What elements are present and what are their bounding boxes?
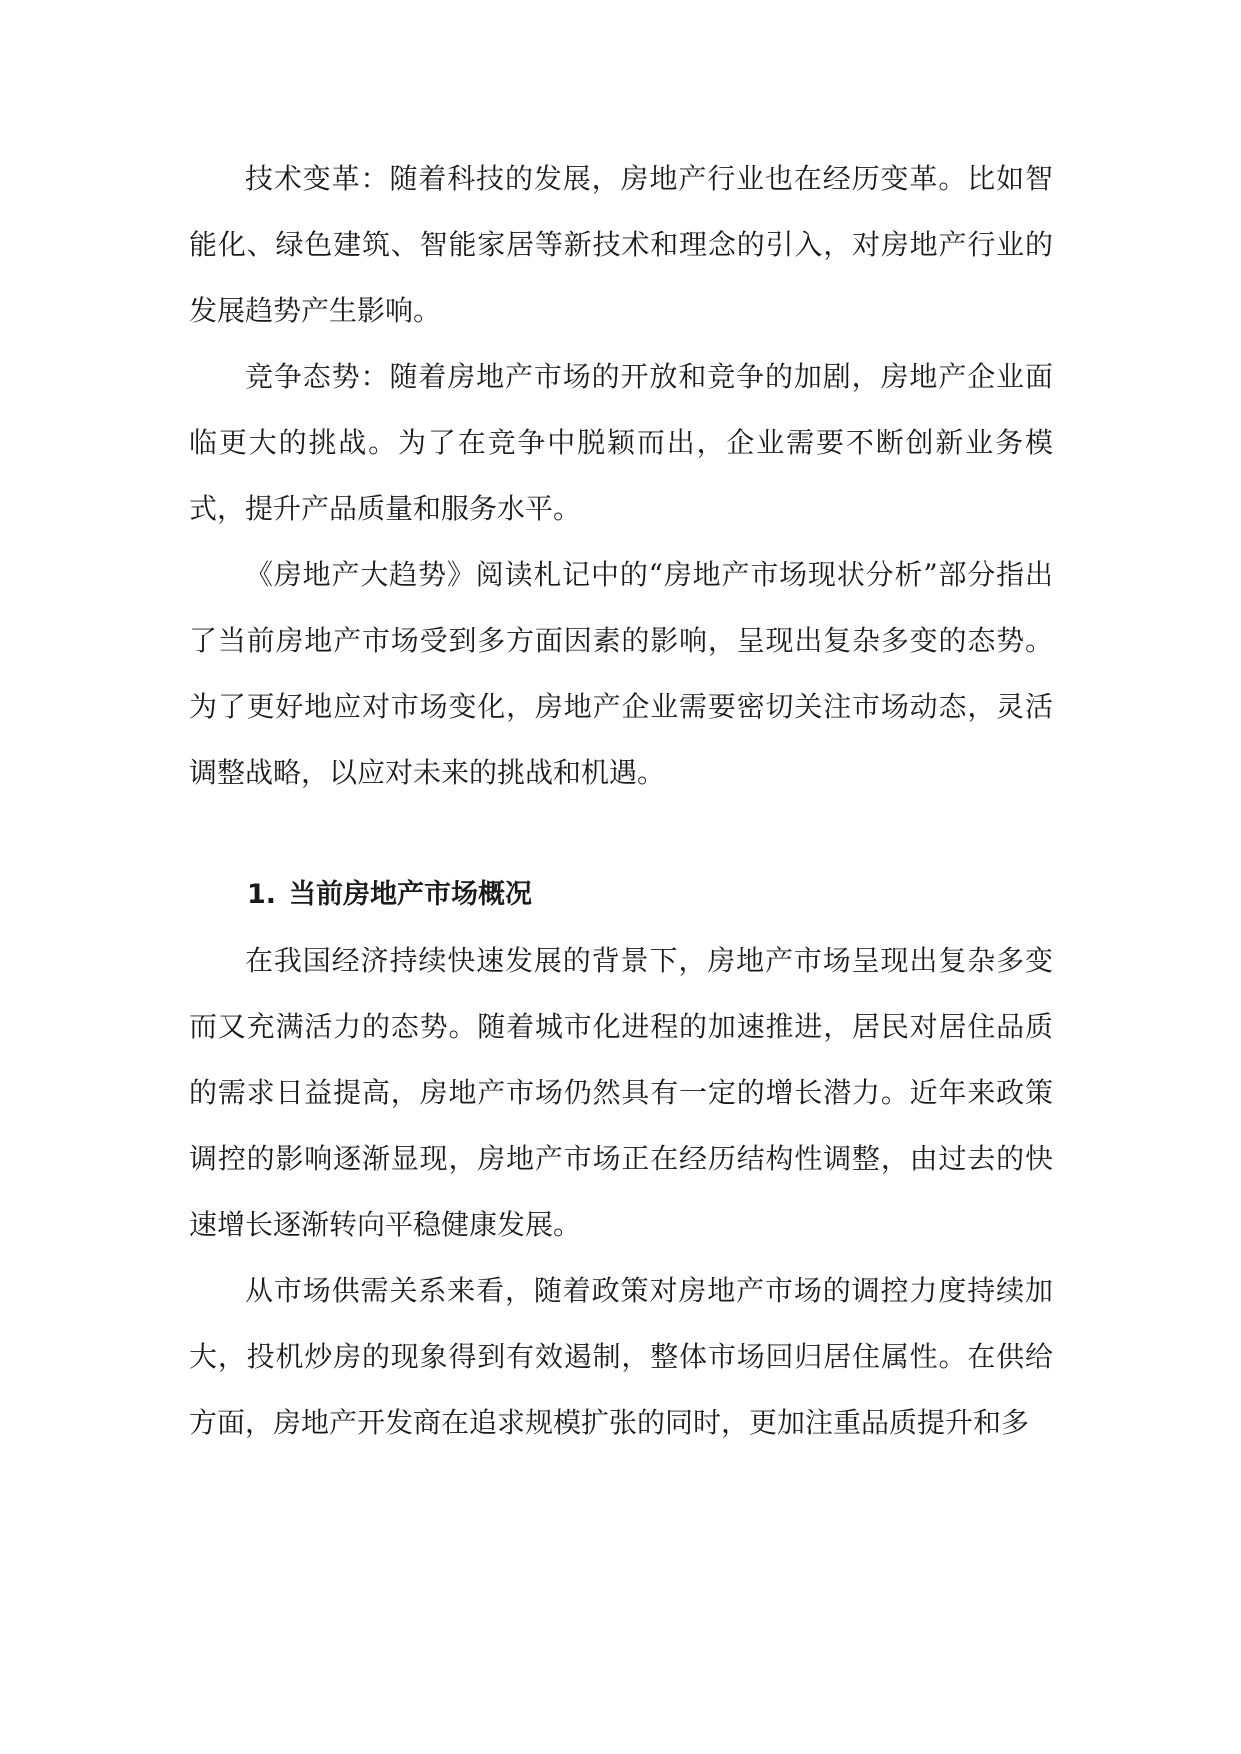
paragraph-competition: 竞争态势：随着房地产市场的开放和竞争的加剧，房地产企业面临更大的挑战。为了在竞争中脱颖而出，企业需要不断创新业务模式，提升产品质量和服务水平。 <box>189 360 1053 525</box>
paragraph-summary: 《房地产大趋势》阅读札记中的“房地产市场现状分析”部分指出了当前房地产市场受到多方面因素的影响，呈现出复杂多变的态势。为了更好地应对市场变化，房地产企业需要密切关注市场动态，灵活调整战略，以应对未来的挑战和机遇。 <box>189 558 1053 789</box>
section-heading-number: 1. <box>247 879 277 910</box>
section-heading <box>189 862 1053 928</box>
paragraph-market-overview: 在我国经济持续快速发展的背景下，房地产市场呈现出复杂多变而又充满活力的态势。随着城市化进程的加速推进，居民对居住品质的需求日益提高，房地产市场仍然具有一定的增长潜力。近年来政策调控的影响逐渐显现，房地产市场正在经历结构性调整，由过去的快速增长逐渐转向平稳健康发展。 <box>189 944 1053 1241</box>
paragraph-supply-demand: 从市场供需关系来看，随着政策对房地产市场的调控力度持续加大，投机炒房的现象得到有效遏制，整体市场回归居住属性。在供给方面，房地产开发商在追求规模扩张的同时，更加注重品质提升和多 <box>189 1274 1053 1439</box>
section-heading-title: 当前房地产市场概况 <box>289 879 532 910</box>
document-body <box>189 146 1053 1456</box>
paragraph-tech-change: 技术变革：随着科技的发展，房地产行业也在经历变革。比如智能化、绿色建筑、智能家居等新技术和理念的引入，对房地产行业的发展趋势产生影响。 <box>189 162 1053 327</box>
